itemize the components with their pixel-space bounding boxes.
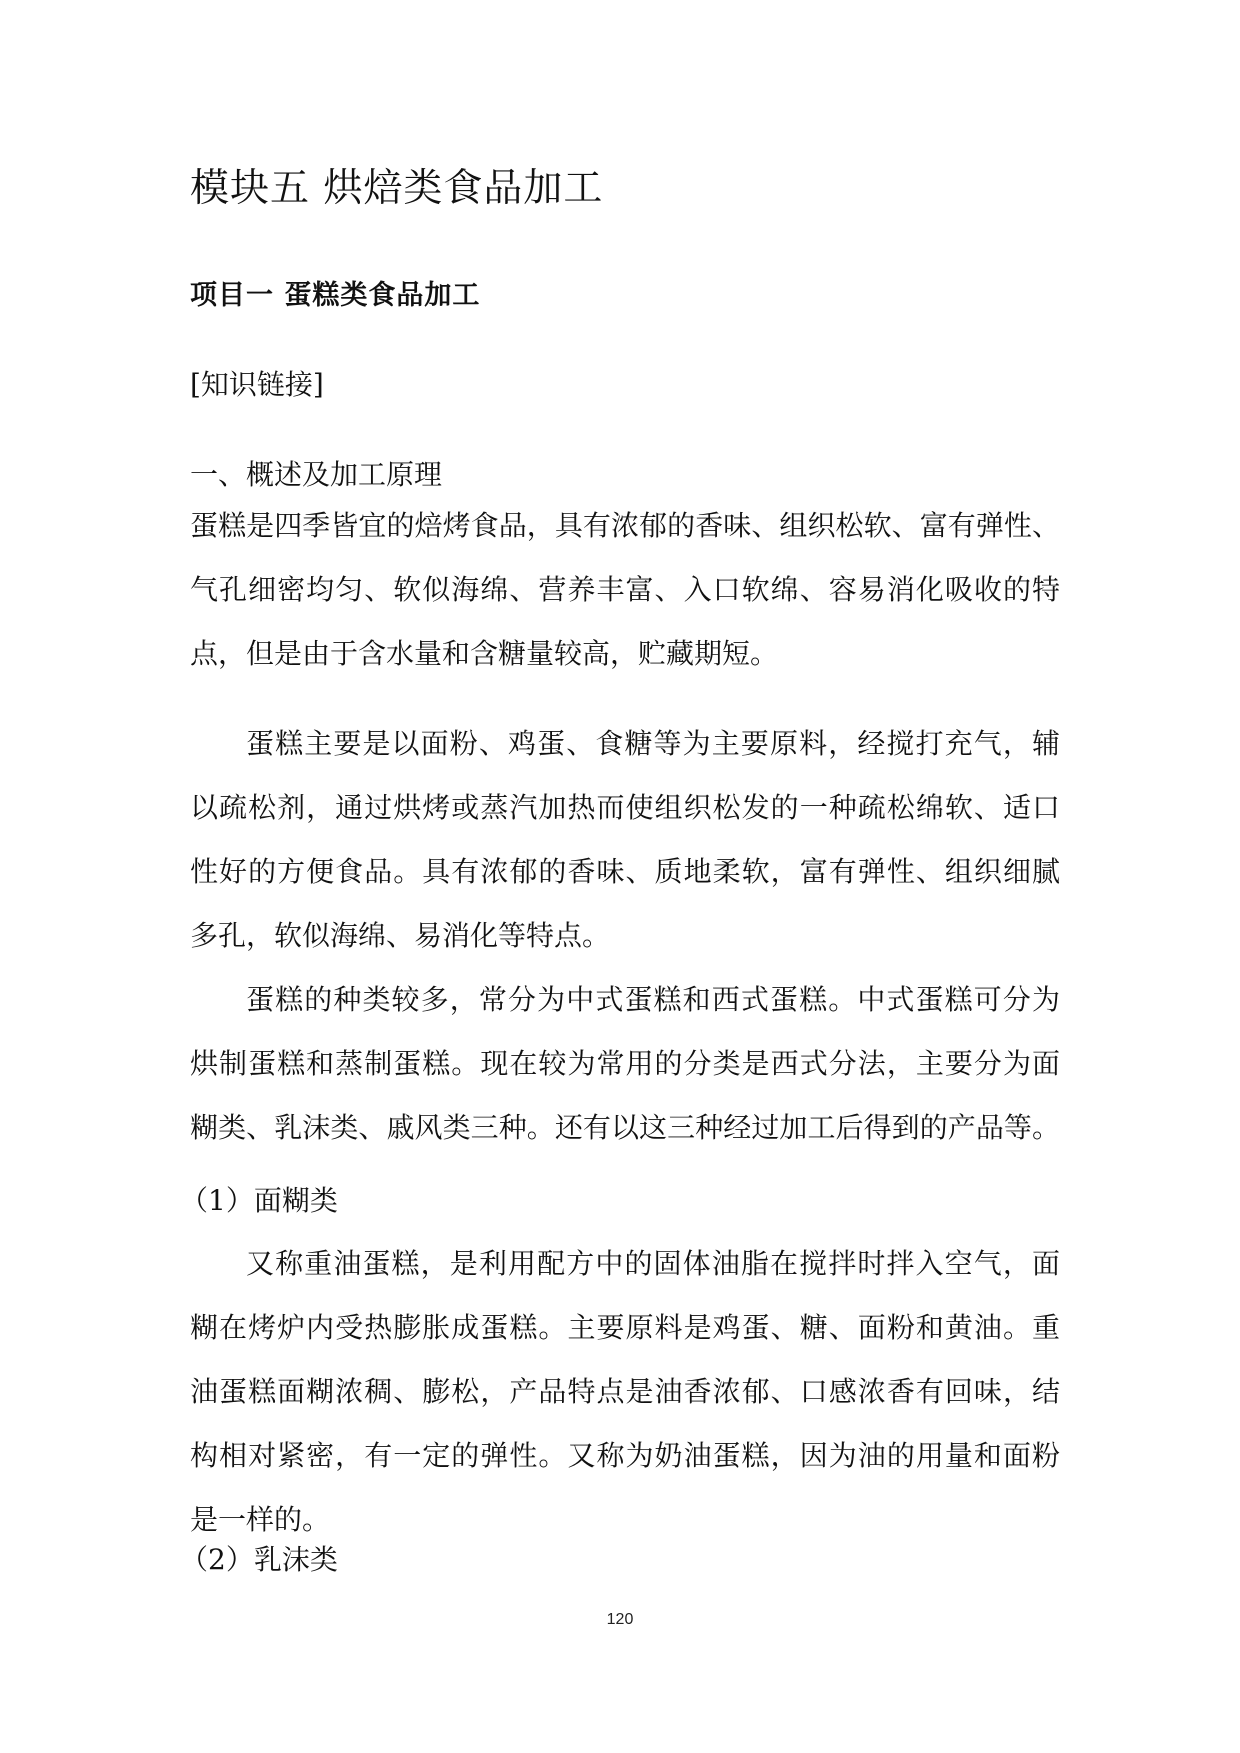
paragraph-line: 气孔细密均匀、软似海绵、营养丰富、入口软绵、容易消化吸收的特 — [190, 573, 1060, 606]
subheading-foam-type: （2）乳沫类 — [180, 1543, 338, 1576]
paragraph-line: 蛋糕主要是以面粉、鸡蛋、食糖等为主要原料，经搅打充气，辅 — [246, 727, 1060, 760]
knowledge-link-tag: [知识链接] — [190, 368, 324, 401]
paragraph-line: 以疏松剂，通过烘烤或蒸汽加热而使组织松发的一种疏松绵软、适口 — [190, 791, 1060, 824]
page-number: 120 — [606, 1611, 634, 1628]
project-title: 项目一 蛋糕类食品加工 — [190, 280, 481, 311]
paragraph-line: 糊在烤炉内受热膨胀成蛋糕。主要原料是鸡蛋、糖、面粉和黄油。重 — [190, 1311, 1060, 1344]
paragraph-line: 蛋糕是四季皆宜的焙烤食品，具有浓郁的香味、组织松软、富有弹性、 — [190, 509, 1060, 542]
paragraph-batter-cake — [190, 1232, 1060, 1552]
paragraph-line: 点，但是由于含水量和含糖量较高，贮藏期短。 — [190, 637, 779, 670]
module-title: 模块五 烘焙类食品加工 — [190, 166, 604, 211]
paragraph-line: 是一样的。 — [190, 1503, 331, 1536]
paragraph-types — [190, 968, 1060, 1160]
paragraph-line: 油蛋糕面糊浓稠、膨松，产品特点是油香浓郁、口感浓香有回味，结 — [190, 1375, 1060, 1408]
paragraph-line: 又称重油蛋糕，是利用配方中的固体油脂在搅拌时拌入空气，面 — [246, 1247, 1060, 1280]
paragraph-line: 多孔，软似海绵、易消化等特点。 — [190, 919, 611, 952]
section-heading: 一、概述及加工原理 — [190, 458, 443, 491]
paragraph-line: 蛋糕的种类较多，常分为中式蛋糕和西式蛋糕。中式蛋糕可分为 — [246, 983, 1060, 1016]
paragraph-line: 糊类、乳沫类、戚风类三种。还有以这三种经过加工后得到的产品等。 — [190, 1111, 1060, 1144]
paragraph-line: 构相对紧密，有一定的弹性。又称为奶油蛋糕，因为油的用量和面粉 — [190, 1439, 1060, 1472]
paragraph-overview — [190, 494, 1060, 686]
subheading-batter-type: （1）面糊类 — [180, 1184, 338, 1217]
paragraph-line: 烘制蛋糕和蒸制蛋糕。现在较为常用的分类是西式分法，主要分为面 — [190, 1047, 1060, 1080]
paragraph-line: 性好的方便食品。具有浓郁的香味、质地柔软，富有弹性、组织细腻 — [190, 855, 1060, 888]
paragraph-definition — [190, 712, 1060, 968]
